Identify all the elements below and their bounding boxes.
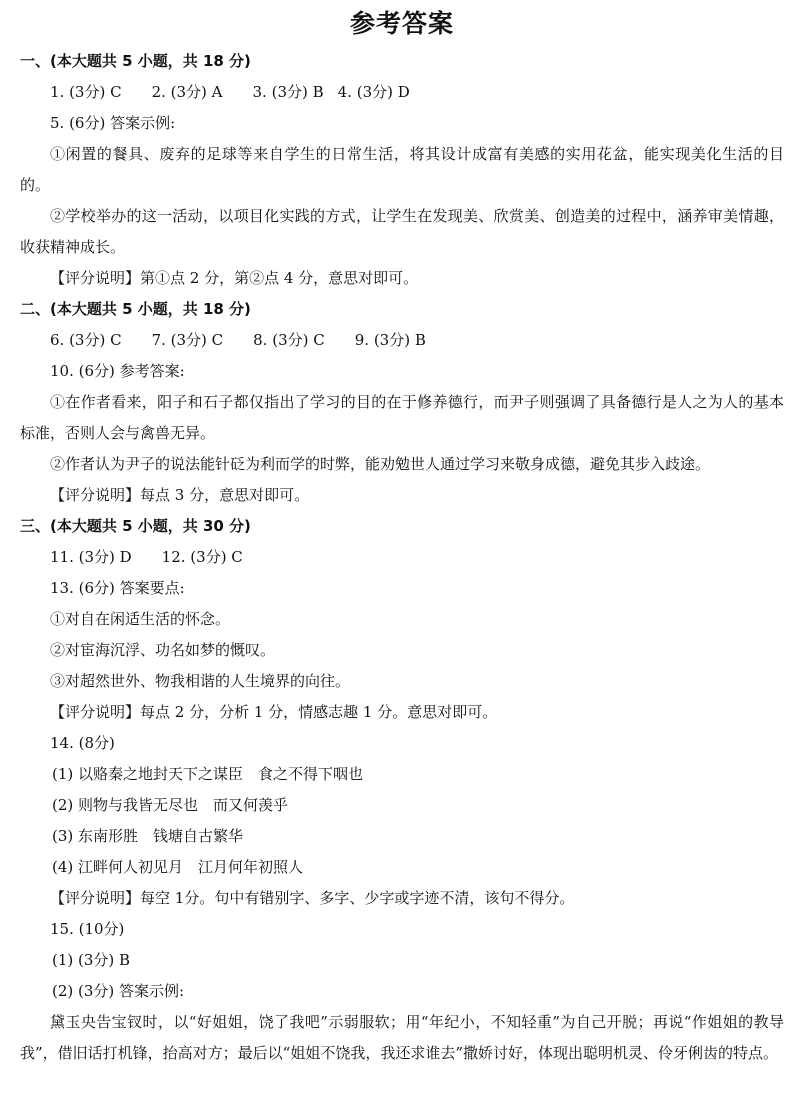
q14-item-3: (3) 东南形胜 钱塘自古繁华 (52, 827, 244, 845)
section-1-answers-row (20, 77, 784, 108)
q14-item-4: (4) 江畔何人初见月 江月何年初照人 (52, 858, 304, 876)
q15-part-2: (2) (3分) 答案示例: (52, 982, 185, 1000)
q14-scoring-note: 【评分说明】每空 1分。句中有错别字、多字、少字或字迹不清，该句不得分。 (50, 889, 575, 907)
answer-q3: 3. (3分) B (252, 83, 324, 101)
q5-point-1: ①闲置的餐具、废弃的足球等来自学生的日常生活，将其设计成富有美感的实用花盆，能实现美化生活的目的。 (20, 145, 784, 194)
q13-point-2: ②对宦海沉浮、功名如梦的慨叹。 (50, 641, 276, 659)
answer-q4: 4. (3分) D (337, 83, 410, 101)
q10-point-2: ②作者认为尹子的说法能针砭为利而学的时弊，能劝勉世人通过学习来敬身成德，避免其步入歧途。 (50, 455, 711, 473)
q15-part-1: (1) (3分) B (52, 951, 131, 969)
answer-q2: 2. (3分) A (151, 83, 223, 101)
answer-q1: 1. (3分) C (50, 83, 122, 101)
answer-q8: 8. (3分) C (253, 331, 325, 349)
q5-point-2: ②学校举办的这一活动，以项目化实践的方式，让学生在发现美、欣赏美、创造美的过程中，涵养审美情趣，收获精神成长。 (20, 207, 784, 256)
q14-item-1: (1) 以赂秦之地封天下之谋臣 食之不得下咽也 (52, 765, 364, 783)
q13-point-1: ①对自在闲适生活的怀念。 (50, 610, 231, 628)
q15-label: 15. (10分) (50, 920, 125, 938)
q5-scoring-note: 【评分说明】第①点 2 分，第②点 4 分，意思对即可。 (50, 269, 419, 287)
answer-q9: 9. (3分) B (354, 331, 426, 349)
q14-item-2: (2) 则物与我皆无尽也 而又何羡乎 (52, 796, 289, 814)
answer-q11: 11. (3分) D (50, 548, 132, 566)
q13-label: 13. (6分) 答案要点: (50, 579, 185, 597)
q5-label: 5. (6分) 答案示例: (50, 114, 176, 132)
q10-point-1: ①在作者看来，阳子和石子都仅指出了学习的目的在于修养德行，而尹子则强调了具备德行是人之为人的基本标准，否则人会与禽兽无异。 (20, 393, 784, 442)
q14-label: 14. (8分) (50, 734, 115, 752)
q10-scoring-note: 【评分说明】每点 3 分，意思对即可。 (50, 486, 310, 504)
section-1-heading: 一、(本大题共 5 小题，共 18 分) (20, 52, 251, 70)
q13-point-3: ③对超然世外、物我相谐的人生境界的向往。 (50, 672, 351, 690)
answer-q6: 6. (3分) C (50, 331, 122, 349)
section-3-heading: 三、(本大题共 5 小题，共 30 分) (20, 517, 251, 535)
section-3-answers-row (20, 542, 784, 573)
q10-label: 10. (6分) 参考答案: (50, 362, 185, 380)
section-2-heading: 二、(本大题共 5 小题，共 18 分) (20, 300, 251, 318)
answer-q7: 7. (3分) C (151, 331, 224, 349)
answer-q12: 12. (3分) C (161, 548, 243, 566)
q15-answer-paragraph: 黛玉央告宝钗时，以“好姐姐，饶了我吧”示弱服软；用“年纪小，不知轻重”为自己开脱；再说“作姐姐的教导我”，借旧话打机锋，抬高对方；最后以“姐姐不饶我，我还求谁去”撒娇讨好，体现出聪明机灵、伶牙俐齿的特点。 (20, 1013, 784, 1062)
page-title: 参考答案 (349, 9, 454, 38)
section-2-answers-row (20, 325, 784, 356)
q13-scoring-note: 【评分说明】每点 2 分，分析 1 分，情感志趣 1 分。意思对即可。 (50, 703, 498, 721)
